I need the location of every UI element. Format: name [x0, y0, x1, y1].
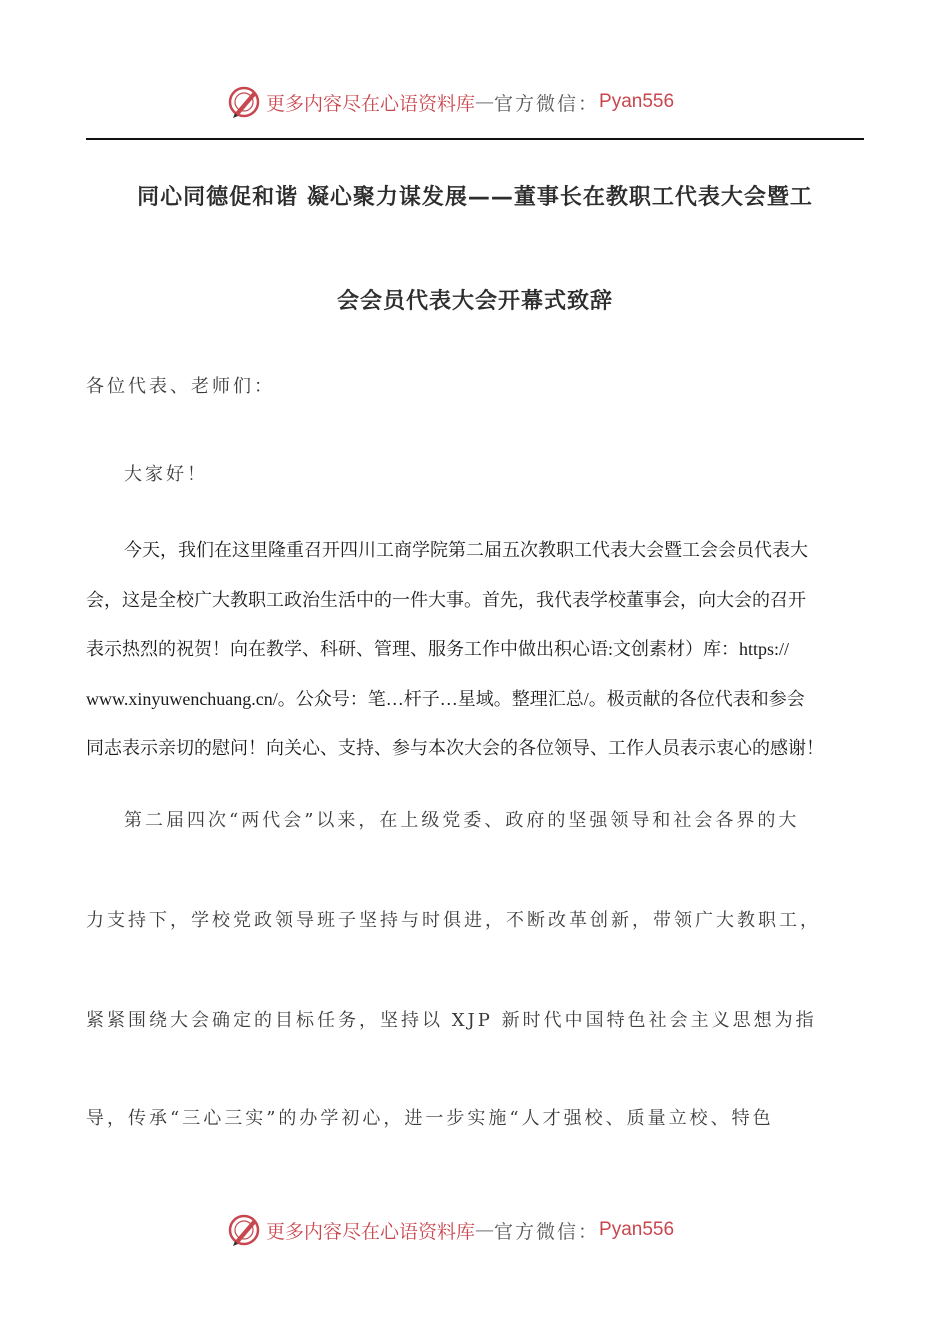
banner-wechat-label: 官方微信：	[494, 1220, 600, 1243]
banner-dash: —	[475, 91, 495, 113]
paragraph-1-line: 表示热烈的祝贺！向在教学、科研、管理、服务工作中做出积心语:文创素材）库：https://	[86, 639, 790, 659]
paragraph-2-line: 导，传承“三心三实”的办学初心，进一步实施“人才强校、质量立校、特色	[86, 1108, 774, 1129]
banner-wechat-label: 官方微信：	[494, 92, 600, 115]
banner-wechat-id: Pyan556	[599, 91, 675, 112]
pen-logo-icon	[226, 84, 262, 120]
header-banner	[0, 80, 950, 124]
paragraph-1-line: 同志表示亲切的慰问！向关心、支持、参与本次大会的各位领导、工作人员表示衷心的感谢！	[86, 738, 824, 758]
salutation: 各位代表、老师们：	[86, 376, 275, 397]
paragraph-2-line: 力支持下，学校党政领导班子坚持与时俱进，不断改革创新，带领广大教职工，	[86, 910, 821, 931]
banner-title: 更多内容尽在心语资料库	[266, 1220, 476, 1243]
banner-dash: —	[475, 1219, 495, 1241]
document-title-line-1: 同心同德促和谐 凝心聚力谋发展——董事长在教职工代表大会暨工	[137, 185, 813, 210]
paragraph-1-line: 今天，我们在这里隆重召开四川工商学院第二届五次教职工代表大会暨工会会员代表大	[124, 540, 808, 560]
paragraph-2-line: 第二届四次“两代会”以来，在上级党委、政府的坚强领导和社会各界的大	[124, 810, 800, 831]
header-divider	[86, 138, 864, 140]
paragraph-2-line: 紧紧围绕大会确定的目标任务，坚持以 XJP 新时代中国特色社会主义思想为指	[86, 1010, 817, 1031]
paragraph-1-line: 会，这是全校广大教职工政治生活中的一件大事。首先，我代表学校董事会，向大会的召开	[86, 590, 806, 610]
greeting: 大家好！	[124, 464, 208, 485]
document-title-line-2: 会会员代表大会开幕式致辞	[336, 289, 613, 314]
banner-title: 更多内容尽在心语资料库	[266, 92, 476, 115]
paragraph-1-line: www.xinyuwenchuang.cn/。公众号：笔…杆子…星域。整理汇总/。极贡献的各位代表和参会	[86, 689, 805, 709]
banner-wechat-id: Pyan556	[599, 1219, 675, 1240]
footer-banner	[0, 1208, 950, 1252]
pen-logo-icon	[226, 1212, 262, 1248]
